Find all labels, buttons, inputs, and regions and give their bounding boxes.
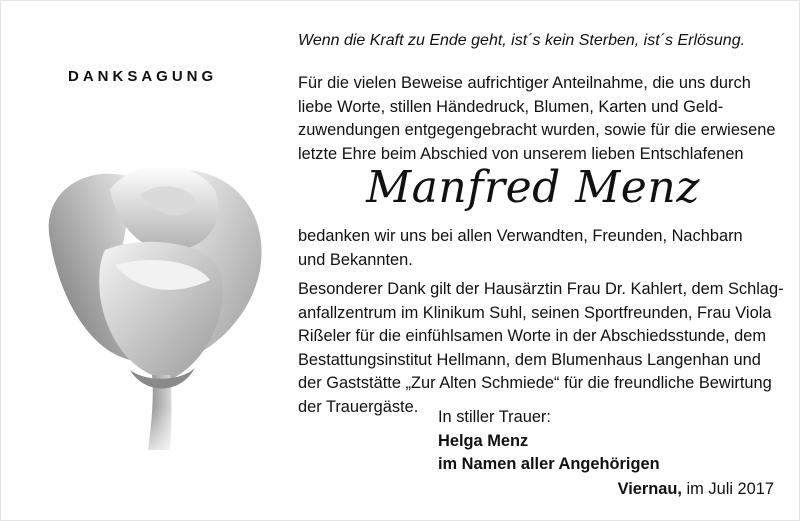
special-thanks-line: Rißeler für die einfühlsamen Worte in der Abschiedsstunde, dem — [298, 327, 766, 345]
special-thanks-line: der Gaststätte „Zur Alten Schmiede“ für die freundliche Bewirtung — [298, 374, 772, 392]
special-thanks-line: Bestattungsinstitut Hellmann, dem Blumenhaus Langenhan und — [298, 350, 761, 369]
deceased-name: Manfred Menz — [366, 162, 700, 213]
thanks-line: bedanken wir uns bei allen Verwandten, Freunden, Nachbarn — [298, 227, 743, 245]
signature-block — [438, 406, 778, 477]
thanks-line: und Bekannten. — [298, 250, 413, 269]
date: im Juli 2017 — [686, 480, 774, 498]
special-thanks-line: anfallzentrum im Klinikum Suhl, seinen Sportfreunden, Frau Viola — [298, 303, 772, 322]
intro-paragraph — [298, 72, 788, 166]
intro-line: zuwendungen entgegengebracht wurden, sowie für die erwiesene — [298, 121, 776, 139]
signature-name: Helga Menz — [438, 431, 529, 450]
place-date-line — [618, 478, 774, 502]
notice-heading: DANKSAGUNG — [68, 68, 218, 85]
intro-line: liebe Worte, stillen Händedruck, Blumen, Karten und Geld- — [298, 97, 724, 116]
epigraph-quote: Wenn die Kraft zu Ende geht, ist´s kein Sterben, ist´s Erlösung. — [298, 32, 746, 49]
intro-line: Für die vielen Beweise aufrichtiger Anteilnahme, die uns durch — [298, 74, 751, 92]
special-thanks-line: Besonderer Dank gilt der Hausärztin Frau Dr. Kahlert, dem Schlag- — [298, 280, 784, 298]
special-thanks-paragraph — [298, 278, 788, 419]
place: Viernau, — [617, 480, 682, 498]
special-thanks-line: der Trauergäste. — [298, 397, 419, 416]
signature-intro: In stiller Trauer: — [438, 408, 551, 426]
thanks-paragraph — [298, 225, 788, 272]
intro-line: letzte Ehre beim Abschied von unserem lieben Entschlafenen — [298, 144, 744, 163]
signature-family: im Namen aller Angehörigen — [438, 455, 660, 473]
white-rose-image — [20, 120, 290, 450]
